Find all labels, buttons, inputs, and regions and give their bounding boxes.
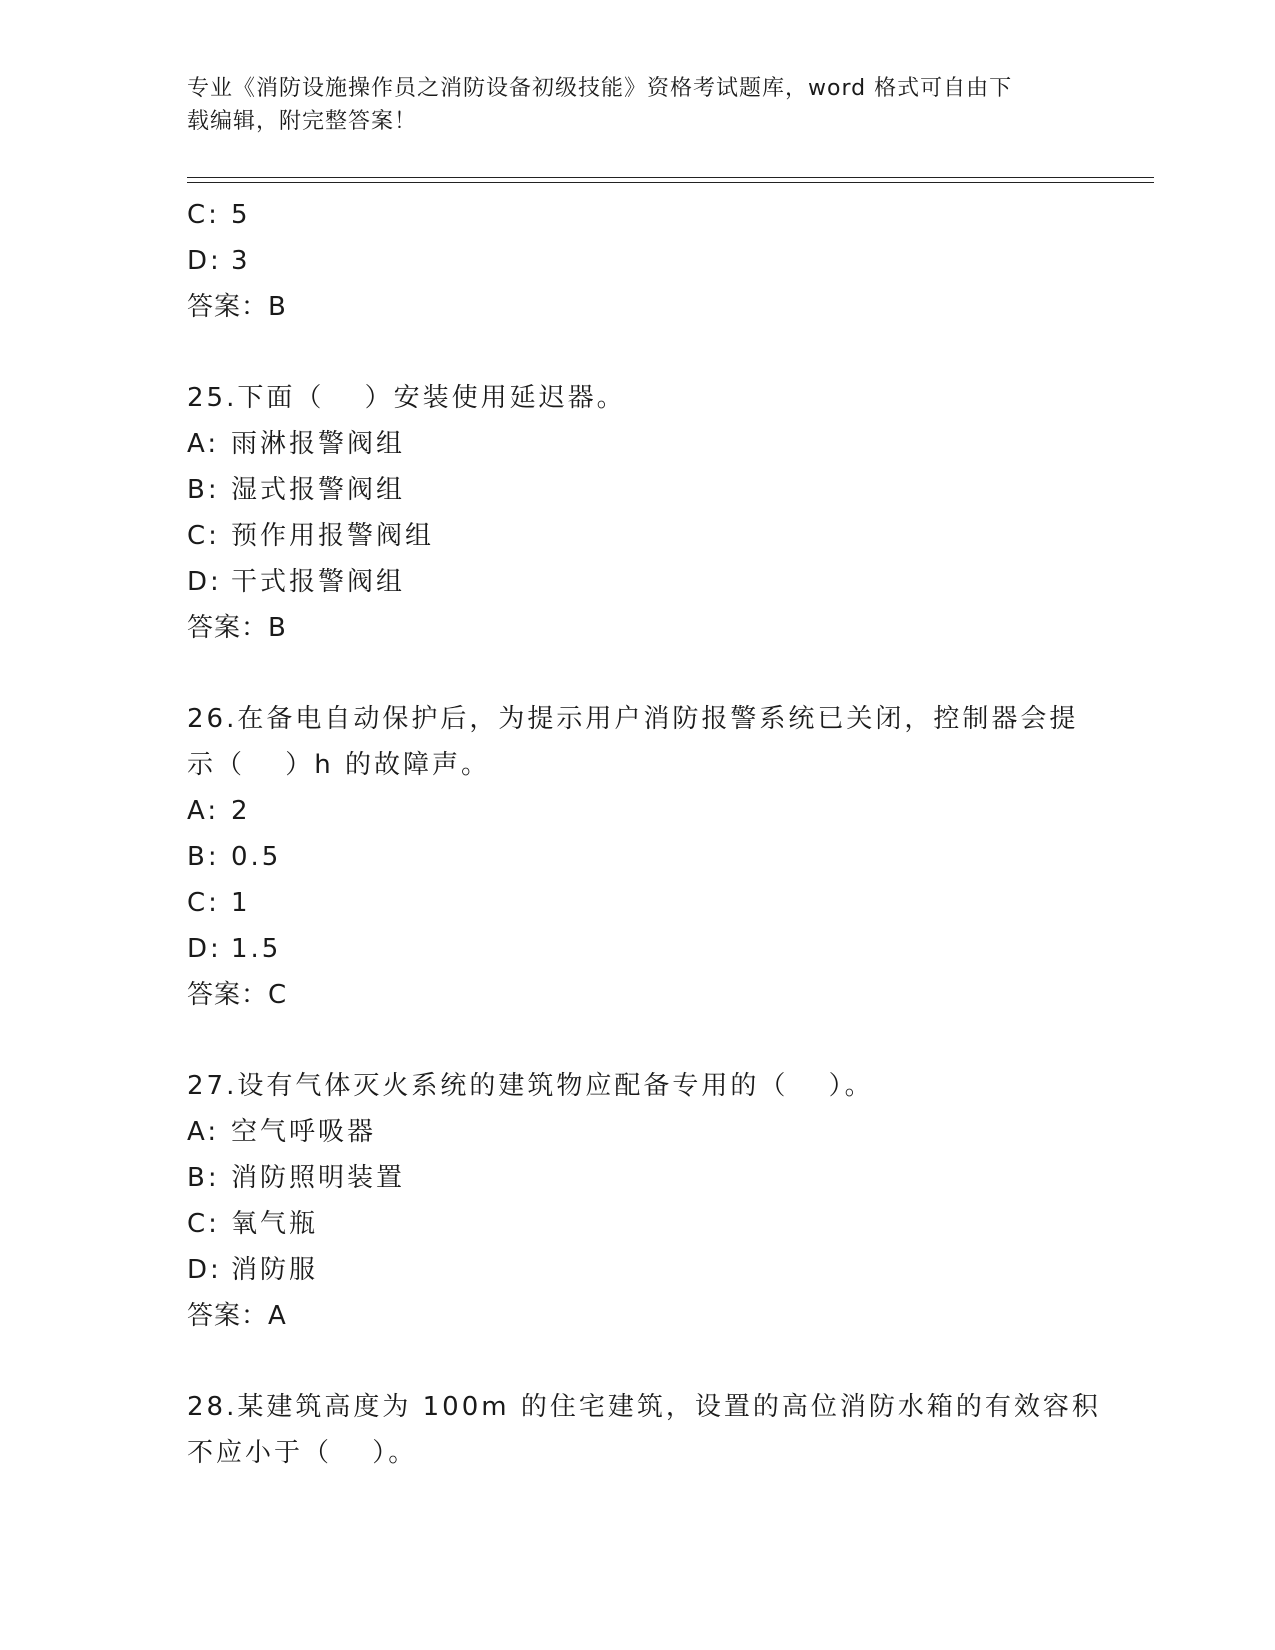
question-list [187, 192, 1101, 1476]
option-text: 3 [231, 246, 251, 276]
option-key: B: [187, 475, 220, 505]
option-b [187, 834, 1087, 880]
option-text: 预作用报警阀组 [231, 521, 435, 551]
answer-line: 答案：B [187, 613, 287, 643]
header-divider-bottom [187, 182, 1154, 183]
option-key: C: [187, 521, 220, 551]
option-key: C: [187, 200, 220, 230]
option-c [187, 513, 1087, 559]
option-text: 消防照明装置 [231, 1163, 406, 1193]
question-text-line-1: 26.在备电自动保护后，为提示用户消防报警系统已关闭，控制器会提 [187, 704, 1079, 734]
option-d [187, 559, 1087, 605]
question-text: 25.下面（ ）安装使用延迟器。 [187, 383, 626, 413]
header-line-1: 专业《消防设施操作员之消防设备初级技能》资格考试题库，word 格式可自由下 [187, 76, 1013, 101]
question-28 [187, 1384, 1101, 1476]
spacer [187, 1339, 1087, 1384]
option-key: D: [187, 246, 222, 276]
option-key: B: [187, 842, 220, 872]
option-text: 5 [231, 200, 251, 230]
option-d [187, 926, 1087, 972]
option-text: 1 [231, 888, 251, 918]
option-b [187, 467, 1087, 513]
option-text: 1.5 [231, 934, 282, 964]
document-header [187, 72, 1067, 138]
question-26 [187, 696, 1087, 1018]
option-key: D: [187, 567, 222, 597]
question-27 [187, 1063, 1087, 1339]
option-text: 雨淋报警阀组 [231, 429, 406, 459]
question-text-line-1: 28.某建筑高度为 100m 的住宅建筑，设置的高位消防水箱的有效容积 [187, 1392, 1101, 1422]
header-line-2: 载编辑，附完整答案！ [187, 109, 418, 134]
option-c [187, 1201, 1087, 1247]
option-key: D: [187, 934, 222, 964]
option-text: 干式报警阀组 [231, 567, 406, 597]
header-divider-top [187, 177, 1154, 178]
answer-line: 答案：C [187, 980, 288, 1010]
option-key: C: [187, 888, 220, 918]
spacer [187, 330, 1087, 375]
option-key: B: [187, 1163, 220, 1193]
question-text: 27.设有气体灭火系统的建筑物应配备专用的（ ）。 [187, 1071, 874, 1101]
spacer [187, 1018, 1087, 1063]
option-text: 2 [231, 796, 251, 826]
option-b [187, 1155, 1087, 1201]
option-d [187, 1247, 1087, 1293]
option-key: A: [187, 1117, 220, 1147]
option-text: 氧气瓶 [231, 1209, 319, 1239]
option-a [187, 421, 1087, 467]
option-key: C: [187, 1209, 220, 1239]
option-c [187, 880, 1087, 926]
option-text: 消防服 [231, 1255, 319, 1285]
option-text: 空气呼吸器 [231, 1117, 377, 1147]
option-a [187, 788, 1087, 834]
option-d [187, 238, 1087, 284]
option-key: D: [187, 1255, 222, 1285]
answer-line: 答案：A [187, 1301, 287, 1331]
option-c [187, 192, 1087, 238]
option-key: A: [187, 429, 220, 459]
spacer [187, 651, 1087, 696]
question-continued [187, 192, 1087, 330]
option-text: 0.5 [231, 842, 282, 872]
option-key: A: [187, 796, 220, 826]
question-text-line-2: 不应小于（ ）。 [187, 1438, 418, 1468]
question-text-line-2: 示（ ）h 的故障声。 [187, 750, 491, 780]
question-25 [187, 375, 1087, 651]
answer-line: 答案：B [187, 292, 287, 322]
option-a [187, 1109, 1087, 1155]
option-text: 湿式报警阀组 [231, 475, 406, 505]
